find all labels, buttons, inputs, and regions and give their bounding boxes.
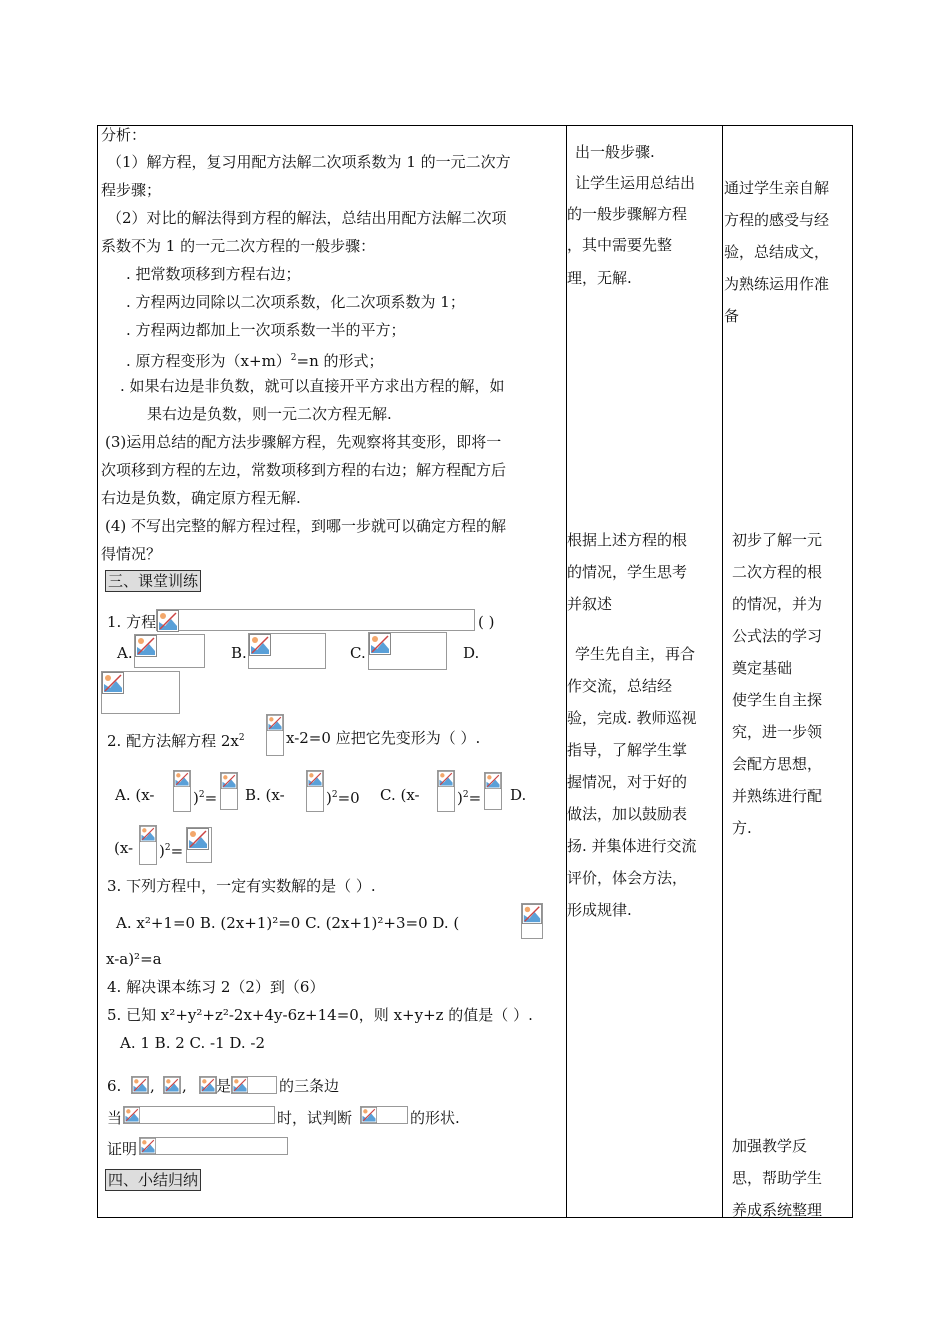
text-line: (3)运用总结的配方法步骤解方程，先观察将其变形，即将一 xyxy=(105,433,502,451)
question-6-text: 的三条边 xyxy=(279,1077,340,1095)
proof-label: 证明 xyxy=(107,1140,138,1158)
step-text: . 原方程变形为（x+m） xyxy=(126,352,291,370)
right-text: 奠定基础 xyxy=(732,659,793,677)
broken-image-icon xyxy=(200,1077,216,1093)
question-1: 1. 方程 xyxy=(107,613,157,631)
column-divider xyxy=(722,126,723,1217)
broken-image-icon xyxy=(157,610,179,632)
fraction-image xyxy=(306,770,324,812)
middle-text: 出一般步骤. xyxy=(575,143,655,161)
step-item: . 方程两边都加上一次项系数一半的平方； xyxy=(126,321,406,339)
analysis-heading: 分析： xyxy=(101,126,147,144)
middle-text: 作交流，总结经 xyxy=(567,677,673,695)
broken-image-icon xyxy=(267,715,283,731)
superscript: 2 xyxy=(238,733,245,743)
fraction-image xyxy=(139,825,157,865)
broken-image-icon xyxy=(232,1077,248,1093)
text-line: 程步骤； xyxy=(101,181,162,199)
right-text: 会配方思想， xyxy=(732,755,823,773)
broken-image-icon xyxy=(132,1077,148,1093)
column-divider xyxy=(566,126,567,1217)
middle-text: ，其中需要先整 xyxy=(567,236,673,254)
broken-image-icon xyxy=(485,773,501,789)
broken-image-icon xyxy=(140,826,156,842)
text-line: 系数不为 1 的一元二次方程的一般步骤： xyxy=(101,237,376,255)
right-text: 二次方程的根 xyxy=(732,563,823,581)
triangle-image xyxy=(360,1106,408,1124)
text-line: （1）解方程，复习用配方法解二次项系数为 1 的一元二次方 xyxy=(107,153,511,171)
option-a-tail: )$^2$= xyxy=(193,789,218,807)
text-line: 得情况？ xyxy=(101,545,162,563)
section-heading-summary: 四、小结归纳 xyxy=(105,1169,201,1191)
question-4: 4. 解决课本练习 2（2）到（6） xyxy=(107,978,325,996)
option-a: A. xyxy=(117,644,133,662)
step-item: . 方程两边同除以二次项系数，化二次项系数为 1； xyxy=(126,293,465,311)
fraction-image xyxy=(521,903,543,939)
option-d: D. xyxy=(463,644,480,662)
question-3-options: A. x²+1=0 B. (2x+1)²=0 C. (2x+1)²+3=0 D. ( xyxy=(116,914,460,932)
question-5: 5. 已知 x²+y²+z²-2x+4y-6z+14=0，则 x+y+z 的值是（ ）. xyxy=(107,1006,533,1024)
right-text: 并熟练进行配 xyxy=(732,787,823,805)
broken-image-icon xyxy=(361,1107,377,1123)
superscript: 2 xyxy=(290,353,297,363)
right-text: 方. xyxy=(732,819,752,837)
right-text: 方程的感受与经 xyxy=(724,211,830,229)
broken-image-icon xyxy=(174,771,190,787)
option-d-expr: (x- xyxy=(114,839,134,857)
broken-image-icon xyxy=(307,771,323,787)
broken-image-icon xyxy=(140,1138,156,1154)
middle-text: 扬. 并集体进行交流 xyxy=(567,837,697,855)
middle-text: 验，完成. 教师巡视 xyxy=(567,709,697,727)
option-image xyxy=(101,671,180,714)
middle-text: 指导，了解学生掌 xyxy=(567,741,688,759)
option-d: D. xyxy=(510,786,527,804)
broken-image-icon xyxy=(369,633,391,655)
right-text: 备 xyxy=(724,307,740,325)
section-heading-classroom-practice: 三、课堂训练 xyxy=(105,570,201,592)
variable-image xyxy=(131,1076,149,1094)
broken-image-icon xyxy=(187,828,209,850)
right-text: 公式法的学习 xyxy=(732,627,823,645)
step-text: =n 的形式； xyxy=(296,352,384,370)
equation-image xyxy=(139,1137,288,1155)
equation-image xyxy=(123,1106,275,1124)
triangle-image xyxy=(231,1076,277,1094)
broken-image-icon xyxy=(438,771,454,787)
middle-text: 根据上述方程的根 xyxy=(567,531,688,549)
fraction-image xyxy=(186,827,212,863)
middle-text: 理，无解. xyxy=(567,269,632,287)
step-item: 果右边是负数，则一元二次方程无解. xyxy=(147,405,392,423)
middle-text: 学生先自主，再合 xyxy=(575,645,696,663)
question-2 xyxy=(107,728,249,751)
fraction-image xyxy=(173,770,191,812)
broken-image-icon xyxy=(164,1077,180,1093)
separator: , xyxy=(182,1077,187,1095)
question-6-condition: 的形状. xyxy=(410,1109,460,1127)
right-text: 通过学生亲自解 xyxy=(724,179,830,197)
middle-text: 的一般步骤解方程 xyxy=(567,205,688,223)
separator: , xyxy=(150,1077,155,1095)
right-text: 验，总结成文， xyxy=(724,243,830,261)
option-image xyxy=(248,633,326,669)
option-c-tail: )$^2$= xyxy=(457,789,482,807)
question-6-condition: 时，试判断 xyxy=(277,1109,353,1127)
middle-text: 并叙述 xyxy=(567,595,613,613)
answer-paren: ( ) xyxy=(478,613,495,631)
option-a: A. (x- xyxy=(115,786,155,804)
question-text: 2. 配方法解方程 2x xyxy=(107,732,239,750)
right-text: 使学生自主探 xyxy=(732,691,823,709)
question-6-condition: 当 xyxy=(107,1109,123,1127)
fraction-image xyxy=(484,772,502,810)
option-c: C. (x- xyxy=(380,786,420,804)
option-image xyxy=(368,632,447,670)
option-b-tail: )$^2$=0 xyxy=(326,789,360,807)
right-text: 初步了解一元 xyxy=(732,531,823,549)
right-text: 究，进一步领 xyxy=(732,723,823,741)
broken-image-icon xyxy=(102,672,124,694)
option-d-tail: )$^2$= xyxy=(159,842,184,860)
step-item xyxy=(126,348,384,371)
text-line: 右边是负数，确定原方程无解. xyxy=(101,489,301,507)
question-6: 6. xyxy=(107,1077,122,1095)
option-b: B. xyxy=(231,644,247,662)
broken-image-icon xyxy=(221,773,237,789)
question-3-options-end: x-a)²=a xyxy=(106,950,162,968)
step-item: . 如果右边是非负数，就可以直接开平方求出方程的解，如 xyxy=(120,377,505,395)
right-text: 养成系统整理 xyxy=(732,1201,823,1219)
equation-image xyxy=(156,609,475,631)
right-text: 为熟练运用作准 xyxy=(724,275,830,293)
fraction-image xyxy=(437,770,455,812)
broken-image-icon xyxy=(522,904,542,924)
right-text: 加强教学反 xyxy=(732,1137,808,1155)
broken-image-icon xyxy=(124,1107,140,1123)
right-text: 的情况，并为 xyxy=(732,595,823,613)
text-line: (4) 不写出完整的解方程过程，到哪一步就可以确定方程的解 xyxy=(105,517,507,535)
text-line: 次项移到方程的左边，常数项移到方程的右边；解方程配方后 xyxy=(101,461,507,479)
text-line: （2）对比的解法得到方程的解法，总结出用配方法解二次项 xyxy=(107,209,507,227)
middle-text: 让学生运用总结出 xyxy=(575,174,696,192)
option-image xyxy=(134,634,205,668)
variable-image xyxy=(163,1076,181,1094)
middle-text: 评价，体会方法， xyxy=(567,869,688,887)
middle-text: 形成规律. xyxy=(567,901,632,919)
question-3: 3. 下列方程中，一定有实数解的是（ ）. xyxy=(107,877,376,895)
middle-text: 做法，加以鼓励表 xyxy=(567,805,688,823)
broken-image-icon xyxy=(135,635,157,657)
middle-text: 的情况，学生思考 xyxy=(567,563,688,581)
question-text: x-2=0 应把它先变形为（ ）. xyxy=(286,729,481,747)
fraction-image xyxy=(266,714,284,756)
step-item: . 把常数项移到方程右边； xyxy=(126,265,301,283)
right-text: 思，帮助学生 xyxy=(732,1169,823,1187)
variable-image xyxy=(199,1076,217,1094)
option-c: C. xyxy=(350,644,366,662)
question-6-text: 是 xyxy=(216,1077,232,1095)
option-b: B. (x- xyxy=(245,786,285,804)
middle-text: 握情况，对于好的 xyxy=(567,773,688,791)
fraction-image xyxy=(220,772,238,810)
question-5-options: A. 1 B. 2 C. -1 D. -2 xyxy=(120,1034,266,1052)
broken-image-icon xyxy=(249,634,271,656)
